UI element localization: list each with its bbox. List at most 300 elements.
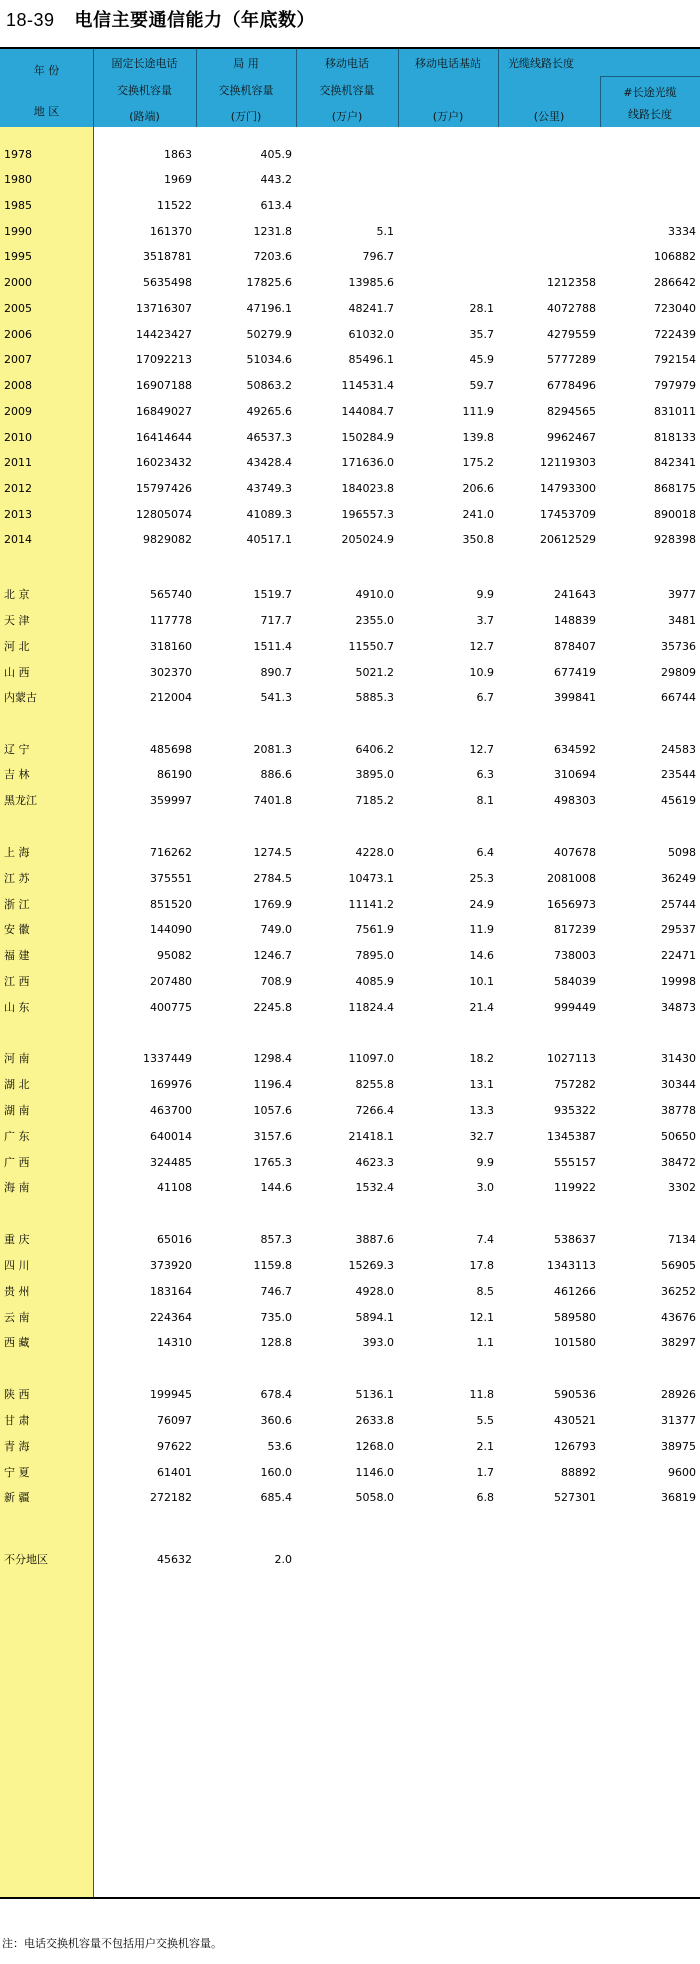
row-label: 2006 [4, 328, 32, 341]
table-cell-c6: 23544 [661, 768, 696, 781]
footnote: 注：电话交换机容量不包括用户交换机容量。 [2, 1937, 222, 1950]
table-cell-c4: 18.2 [469, 1052, 494, 1065]
table-cell-c3: 1532.4 [355, 1181, 394, 1194]
table-cell-c5 [496, 173, 596, 187]
header-col2-unit: (万门) [230, 110, 262, 123]
table-cell-c4: 13.1 [469, 1078, 494, 1091]
table-cell-c5: 1345387 [547, 1130, 596, 1143]
table-cell-c5: 878407 [554, 640, 596, 653]
row-label: 山 东 [4, 1001, 30, 1014]
table-cell-c3: 7561.9 [355, 923, 394, 936]
row-label: 重 庆 [4, 1233, 30, 1246]
table-cell-c4: 5.5 [476, 1414, 494, 1427]
table-cell-c1: 1863 [164, 148, 192, 161]
table-cell-c1: 14423427 [136, 328, 192, 341]
table-cell-c4: 12.7 [469, 640, 494, 653]
table-cell-c3 [294, 199, 394, 213]
row-label: 1985 [4, 199, 32, 212]
row-label: 2009 [4, 405, 32, 418]
table-cell-c2: 144.6 [260, 1181, 292, 1194]
table-cell-c3: 196557.3 [341, 508, 394, 521]
table-cell-c4: 10.9 [469, 666, 494, 679]
table-cell-c3: 114531.4 [341, 379, 394, 392]
row-label: 贵 州 [4, 1285, 30, 1298]
table-cell-c5: 1656973 [547, 898, 596, 911]
table-cell-c6: 38778 [661, 1104, 696, 1117]
table-cell-c1: 86190 [157, 768, 192, 781]
table-cell-c2: 49265.6 [246, 405, 292, 418]
table-cell-c3: 11141.2 [348, 898, 394, 911]
table-cell-c4: 111.9 [462, 405, 494, 418]
table-cell-c6: 45619 [661, 794, 696, 807]
table-cell-c1: 375551 [150, 872, 192, 885]
table-cell-c1: 14310 [157, 1336, 192, 1349]
table-cell-c6: 928398 [654, 533, 696, 546]
table-cell-c1: 400775 [150, 1001, 192, 1014]
table-cell-c3: 7895.0 [355, 949, 394, 962]
table-cell-c2: 749.0 [260, 923, 292, 936]
table-cell-c4 [394, 1553, 494, 1567]
row-label: 湖 南 [4, 1104, 30, 1117]
table-cell-c4: 11.9 [469, 923, 494, 936]
table-cell-c1: 1337449 [143, 1052, 192, 1065]
table-cell-c1: 5635498 [143, 276, 192, 289]
table-cell-c2: 708.9 [260, 975, 292, 988]
table-cell-c6: 106882 [654, 250, 696, 263]
table-cell-c1: 716262 [150, 846, 192, 859]
table-cell-c3: 7185.2 [355, 794, 394, 807]
table-cell-c3: 184023.8 [341, 482, 394, 495]
row-label: 2014 [4, 533, 32, 546]
table-cell-c2: 41089.3 [246, 508, 292, 521]
table-cell-c2: 746.7 [260, 1285, 292, 1298]
row-label: 1980 [4, 173, 32, 186]
row-label: 甘 肃 [4, 1414, 30, 1427]
table-cell-c6: 30344 [661, 1078, 696, 1091]
table-cell-c1: 13716307 [136, 302, 192, 315]
table-cell-c1: 16849027 [136, 405, 192, 418]
table-cell-c1: 9829082 [143, 533, 192, 546]
table-cell-c5 [496, 225, 596, 239]
table-cell-c3 [294, 1553, 394, 1567]
table-cell-c4: 35.7 [469, 328, 494, 341]
table-cell-c1: 183164 [150, 1285, 192, 1298]
table-cell-c5: 241643 [554, 588, 596, 601]
table-cell-c4: 6.7 [476, 691, 494, 704]
row-label: 安 徽 [4, 923, 30, 936]
header-subrule [600, 76, 700, 77]
table-cell-c2: 360.6 [260, 1414, 292, 1427]
table-cell-c6: 3977 [668, 588, 696, 601]
table-cell-c5: 430521 [554, 1414, 596, 1427]
header-col2-line2: 交换机容量 [218, 84, 274, 97]
row-label: 辽 宁 [4, 743, 30, 756]
table-cell-c3 [294, 173, 394, 187]
row-label: 2005 [4, 302, 32, 315]
table-cell-c5: 8294565 [547, 405, 596, 418]
table-cell-c5: 999449 [554, 1001, 596, 1014]
table-cell-c5: 498303 [554, 794, 596, 807]
table-cell-c2: 128.8 [260, 1336, 292, 1349]
table-cell-c5: 119922 [554, 1181, 596, 1194]
table-cell-c5: 1343113 [547, 1259, 596, 1272]
table-cell-c2: 613.4 [260, 199, 292, 212]
row-label: 宁 夏 [4, 1466, 30, 1479]
table-cell-c4 [394, 250, 494, 264]
table-cell-c2: 46537.3 [246, 431, 292, 444]
row-label: 青 海 [4, 1440, 30, 1453]
row-label: 广 西 [4, 1156, 30, 1169]
row-label: 2010 [4, 431, 32, 444]
table-cell-c5: 738003 [554, 949, 596, 962]
table-cell-c4: 59.7 [469, 379, 494, 392]
table-cell-c4: 6.4 [476, 846, 494, 859]
table-cell-c2: 7203.6 [253, 250, 292, 263]
table-cell-c5: 677419 [554, 666, 596, 679]
table-cell-c1: 272182 [150, 1491, 192, 1504]
table-cell-c5: 14793300 [540, 482, 596, 495]
table-cell-c1: 207480 [150, 975, 192, 988]
table-cell-c5: 4072788 [547, 302, 596, 315]
table-cell-c6: 842341 [654, 456, 696, 469]
table-cell-c5: 1212358 [547, 276, 596, 289]
table-cell-c1: 169976 [150, 1078, 192, 1091]
table-cell-c3: 4085.9 [355, 975, 394, 988]
table-cell-c3: 1146.0 [355, 1466, 394, 1479]
row-label: 浙 江 [4, 898, 30, 911]
table-cell-c2: 3157.6 [253, 1130, 292, 1143]
table-cell-c5: 4279559 [547, 328, 596, 341]
table-cell-c3: 3895.0 [355, 768, 394, 781]
table-cell-c2: 678.4 [260, 1388, 292, 1401]
table-cell-c2: 857.3 [260, 1233, 292, 1246]
row-label: 内蒙古 [4, 691, 37, 704]
table-cell-c3: 15269.3 [348, 1259, 394, 1272]
table-cell-c4: 17.8 [469, 1259, 494, 1272]
table-cell-c4: 175.2 [462, 456, 494, 469]
table-cell-c4: 1.1 [476, 1336, 494, 1349]
table-cell-c2: 443.2 [260, 173, 292, 186]
bottom-rule [0, 1897, 700, 1899]
table-cell-c4: 12.1 [469, 1311, 494, 1324]
table-cell-c6: 31430 [661, 1052, 696, 1065]
table-cell-c2: 685.4 [260, 1491, 292, 1504]
table-cell-c6: 31377 [661, 1414, 696, 1427]
table-cell-c1: 97622 [157, 1440, 192, 1453]
table-cell-c3: 796.7 [362, 250, 394, 263]
table-cell-c2: 43749.3 [246, 482, 292, 495]
row-label: 云 南 [4, 1311, 30, 1324]
table-cell-c4: 11.8 [469, 1388, 494, 1401]
table-cell-c3: 4228.0 [355, 846, 394, 859]
table-cell-c3: 5.1 [376, 225, 394, 238]
table-cell-c2: 717.7 [260, 614, 292, 627]
table-cell-c5: 407678 [554, 846, 596, 859]
table-cell-c5: 2081008 [547, 872, 596, 885]
table-cell-c6: 3302 [668, 1181, 696, 1194]
table-cell-c4 [394, 148, 494, 162]
table-cell-c4: 10.1 [469, 975, 494, 988]
table-cell-c1: 117778 [150, 614, 192, 627]
table-cell-c6: 50650 [661, 1130, 696, 1143]
table-cell-c1: 12805074 [136, 508, 192, 521]
table-cell-c1: 359997 [150, 794, 192, 807]
table-cell-c2: 1057.6 [253, 1104, 292, 1117]
row-label: 西 藏 [4, 1336, 30, 1349]
table-cell-c4: 6.8 [476, 1491, 494, 1504]
header-col3-line1: 移动电话 [325, 57, 369, 70]
table-cell-c1: 373920 [150, 1259, 192, 1272]
row-label: 江 苏 [4, 872, 30, 885]
table-cell-c2: 51034.6 [246, 353, 292, 366]
page-title [6, 2, 315, 38]
row-label: 河 南 [4, 1052, 30, 1065]
table-cell-c2: 1298.4 [253, 1052, 292, 1065]
table-cell-c2: 2081.3 [253, 743, 292, 756]
table-cell-c6: 19998 [661, 975, 696, 988]
table-cell-c6: 36249 [661, 872, 696, 885]
header-col6-line2: 线路长度 [628, 108, 672, 121]
table-cell-c6: 797979 [654, 379, 696, 392]
table-cell-c5: 20612529 [540, 533, 596, 546]
row-label: 吉 林 [4, 768, 30, 781]
table-cell-c6: 25744 [661, 898, 696, 911]
row-label: 1978 [4, 148, 32, 161]
table-cell-c3: 11824.4 [348, 1001, 394, 1014]
table-cell-c1: 1969 [164, 173, 192, 186]
table-cell-c3: 5136.1 [355, 1388, 394, 1401]
table-cell-c5: 527301 [554, 1491, 596, 1504]
table-cell-c5: 584039 [554, 975, 596, 988]
table-cell-c6: 3481 [668, 614, 696, 627]
table-cell-c4: 9.9 [476, 1156, 494, 1169]
table-cell-c5 [496, 148, 596, 162]
table-cell-c1: 16414644 [136, 431, 192, 444]
table-cell-c4: 45.9 [469, 353, 494, 366]
table-cell-c2: 735.0 [260, 1311, 292, 1324]
table-cell-c6: 38975 [661, 1440, 696, 1453]
table-cell-c2: 7401.8 [253, 794, 292, 807]
header-year-label: 年 份 [33, 64, 60, 77]
table-cell-c4: 9.9 [476, 588, 494, 601]
table-cell-c1: 16023432 [136, 456, 192, 469]
table-cell-c4 [394, 199, 494, 213]
table-cell-c3: 8255.8 [355, 1078, 394, 1091]
table-cell-c4: 8.1 [476, 794, 494, 807]
table-cell-c6: 43676 [661, 1311, 696, 1324]
table-cell-c3: 4623.3 [355, 1156, 394, 1169]
table-cell-c1: 318160 [150, 640, 192, 653]
row-label: 上 海 [4, 846, 30, 859]
table-cell-c2: 2784.5 [253, 872, 292, 885]
table-cell-c6: 36252 [661, 1285, 696, 1298]
table-cell-c3: 393.0 [362, 1336, 394, 1349]
table-cell-c3: 150284.9 [341, 431, 394, 444]
table-cell-c4 [394, 225, 494, 239]
row-label: 江 西 [4, 975, 30, 988]
table-cell-c5: 126793 [554, 1440, 596, 1453]
table-cell-c4: 25.3 [469, 872, 494, 885]
header-col3-unit: (万户) [331, 110, 363, 123]
table-cell-c2: 1196.4 [253, 1078, 292, 1091]
table-cell-c6: 24583 [661, 743, 696, 756]
table-cell-c4: 2.1 [476, 1440, 494, 1453]
table-cell-c2: 1765.3 [253, 1156, 292, 1169]
row-label: 1995 [4, 250, 32, 263]
table-cell-c3: 205024.9 [341, 533, 394, 546]
table-cell-c5: 12119303 [540, 456, 596, 469]
table-cell-c4: 350.8 [462, 533, 494, 546]
row-label: 四 川 [4, 1259, 30, 1272]
table-cell-c1: 65016 [157, 1233, 192, 1246]
table-cell-c3: 7266.4 [355, 1104, 394, 1117]
table-cell-c3: 2633.8 [355, 1414, 394, 1427]
table-cell-c6: 38472 [661, 1156, 696, 1169]
table-cell-c6: 831011 [654, 405, 696, 418]
header-col5-unit: (公里) [533, 110, 565, 123]
table-cell-c3: 1268.0 [355, 1440, 394, 1453]
table-cell-c4: 139.8 [462, 431, 494, 444]
table-cell-c5 [496, 199, 596, 213]
table-cell-c5: 310694 [554, 768, 596, 781]
row-label: 北 京 [4, 588, 30, 601]
table-cell-c6: 7134 [668, 1233, 696, 1246]
table-cell-c4: 32.7 [469, 1130, 494, 1143]
table-cell-c3: 4910.0 [355, 588, 394, 601]
table-cell-c1: 485698 [150, 743, 192, 756]
table-cell-c4: 206.6 [462, 482, 494, 495]
table-cell-c5: 935322 [554, 1104, 596, 1117]
table-cell-c3: 144084.7 [341, 405, 394, 418]
table-cell-c6: 29809 [661, 666, 696, 679]
table-cell-c5: 1027113 [547, 1052, 596, 1065]
table-cell-c3: 21418.1 [348, 1130, 394, 1143]
header-col4-line1: 移动电话基站 [415, 57, 481, 70]
table-cell-c6: 3334 [668, 225, 696, 238]
table-cell-c6: 28926 [661, 1388, 696, 1401]
column-divider [93, 49, 94, 1897]
table-cell-c2: 2245.8 [253, 1001, 292, 1014]
table-cell-c2: 1159.8 [253, 1259, 292, 1272]
header-col2-line1: 局 用 [233, 57, 259, 70]
table-cell-c3: 10473.1 [348, 872, 394, 885]
table-cell-c5: 101580 [554, 1336, 596, 1349]
row-label: 2000 [4, 276, 32, 289]
table-cell-c1: 199945 [150, 1388, 192, 1401]
header-col1-line2: 交换机容量 [117, 84, 172, 97]
header-col5-line1: 光缆线路长度 [508, 57, 574, 70]
table-cell-c1: 565740 [150, 588, 192, 601]
table-cell-c4: 21.4 [469, 1001, 494, 1014]
table-cell-c6: 29537 [661, 923, 696, 936]
table-cell-c1: 324485 [150, 1156, 192, 1169]
table-cell-c4: 13.3 [469, 1104, 494, 1117]
table-cell-c5: 6778496 [547, 379, 596, 392]
table-cell-c1: 15797426 [136, 482, 192, 495]
table-cell-c5: 634592 [554, 743, 596, 756]
table-cell-c2: 1519.7 [253, 588, 292, 601]
table-cell-c6 [596, 199, 696, 213]
table-cell-c3: 6406.2 [355, 743, 394, 756]
table-cell-c1: 61401 [157, 1466, 192, 1479]
row-label: 天 津 [4, 614, 30, 627]
table-cell-c3: 85496.1 [348, 353, 394, 366]
table-cell-c2: 43428.4 [246, 456, 292, 469]
table-title: 电信主要通信能力（年底数） [74, 10, 316, 31]
table-cell-c4: 3.0 [476, 1181, 494, 1194]
row-label: 陕 西 [4, 1388, 30, 1401]
table-cell-c1: 161370 [150, 225, 192, 238]
table-cell-c6: 792154 [654, 353, 696, 366]
table-cell-c2: 1274.5 [253, 846, 292, 859]
table-cell-c2: 17825.6 [246, 276, 292, 289]
table-cell-c2: 47196.1 [246, 302, 292, 315]
table-cell-c4: 3.7 [476, 614, 494, 627]
table-cell-c1: 463700 [150, 1104, 192, 1117]
table-cell-c4: 1.7 [476, 1466, 494, 1479]
table-cell-c5: 590536 [554, 1388, 596, 1401]
table-cell-c2: 405.9 [260, 148, 292, 161]
table-cell-c5: 148839 [554, 614, 596, 627]
row-label: 1990 [4, 225, 32, 238]
table-cell-c5: 399841 [554, 691, 596, 704]
row-label: 湖 北 [4, 1078, 30, 1091]
table-cell-c6: 5098 [668, 846, 696, 859]
table-cell-c6: 66744 [661, 691, 696, 704]
table-cell-c4: 6.3 [476, 768, 494, 781]
table-cell-c4: 8.5 [476, 1285, 494, 1298]
table-cell-c2: 50279.9 [246, 328, 292, 341]
table-cell-c3: 5021.2 [355, 666, 394, 679]
table-cell-c2: 50863.2 [246, 379, 292, 392]
table-cell-c6: 286642 [654, 276, 696, 289]
row-label: 2012 [4, 482, 32, 495]
table-cell-c4: 14.6 [469, 949, 494, 962]
table-cell-c3: 3887.6 [355, 1233, 394, 1246]
table-cell-c2: 886.6 [260, 768, 292, 781]
table-cell-c1: 16907188 [136, 379, 192, 392]
table-cell-c1: 3518781 [143, 250, 192, 263]
table-cell-c5: 817239 [554, 923, 596, 936]
table-cell-c6: 722439 [654, 328, 696, 341]
table-cell-c6 [596, 148, 696, 162]
table-cell-c6 [596, 1553, 696, 1567]
row-label: 2011 [4, 456, 32, 469]
table-cell-c5: 589580 [554, 1311, 596, 1324]
table-cell-c4: 28.1 [469, 302, 494, 315]
table-cell-c2: 160.0 [260, 1466, 292, 1479]
row-label: 新 疆 [4, 1491, 30, 1504]
table-cell-c5: 88892 [561, 1466, 596, 1479]
table-cell-c1: 41108 [157, 1181, 192, 1194]
table-cell-c6: 723040 [654, 302, 696, 315]
table-cell-c3: 13985.6 [348, 276, 394, 289]
table-cell-c5: 461266 [554, 1285, 596, 1298]
row-label: 2013 [4, 508, 32, 521]
table-cell-c6: 890018 [654, 508, 696, 521]
table-cell-c6: 34873 [661, 1001, 696, 1014]
table-cell-c3: 2355.0 [355, 614, 394, 627]
table-cell-c5: 9962467 [547, 431, 596, 444]
table-cell-c6: 38297 [661, 1336, 696, 1349]
table-cell-c2: 1246.7 [253, 949, 292, 962]
table-cell-c1: 302370 [150, 666, 192, 679]
table-cell-c4: 7.4 [476, 1233, 494, 1246]
table-cell-c4 [394, 276, 494, 290]
table-cell-c3: 11550.7 [348, 640, 394, 653]
table-cell-c2: 53.6 [267, 1440, 292, 1453]
table-cell-c3: 11097.0 [348, 1052, 394, 1065]
